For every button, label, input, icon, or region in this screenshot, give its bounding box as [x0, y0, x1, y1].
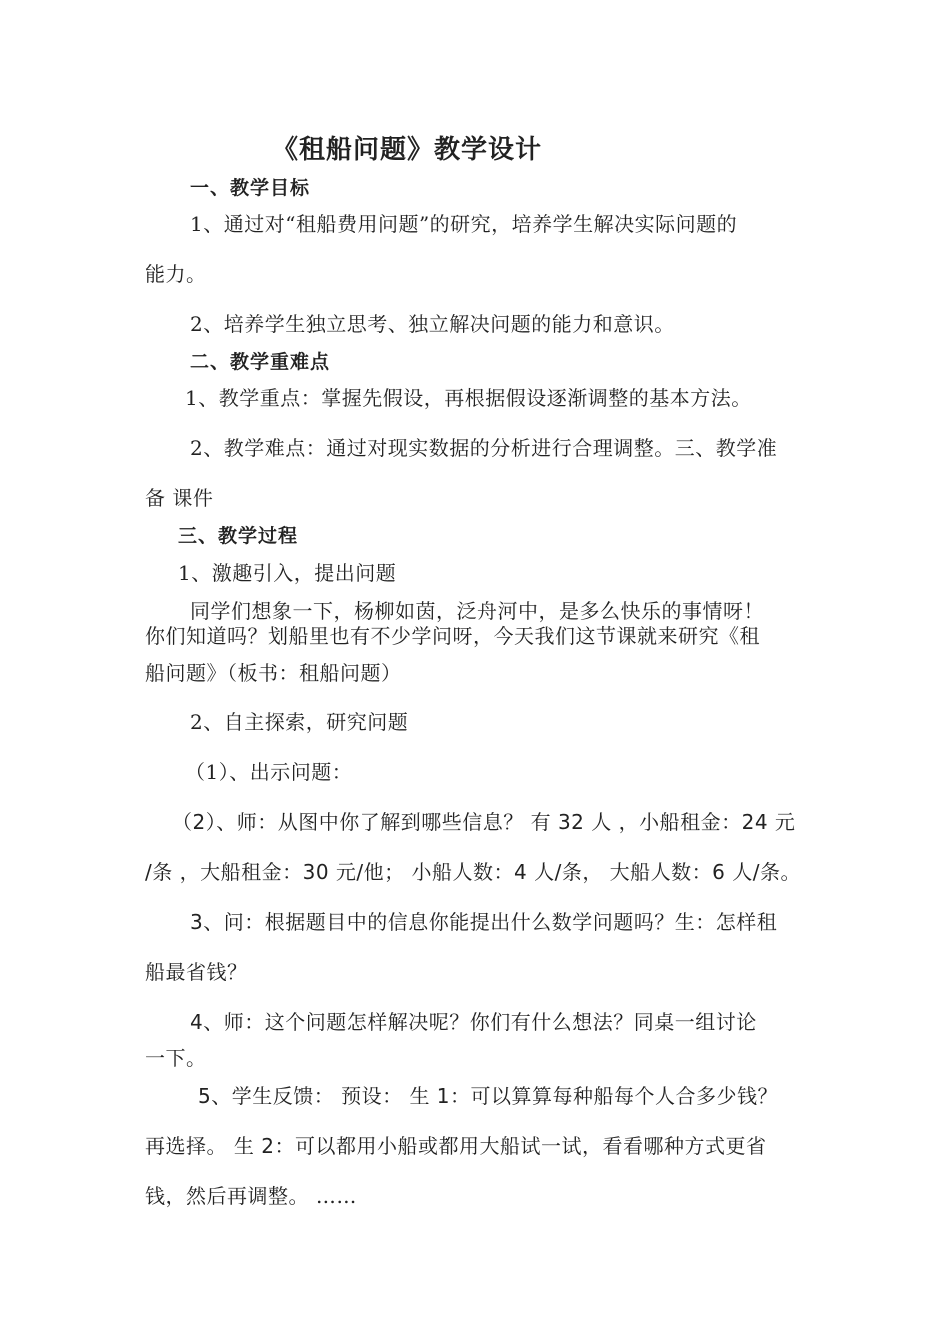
paragraph-line: 4、师：这个问题怎样解决呢？你们有什么想法？同桌一组讨论 [190, 1010, 757, 1034]
paragraph-line: 钱，然后再调整。 …… [145, 1184, 357, 1208]
paragraph-line: （2）、师：从图中你了解到哪些信息？ 有 32 人 ，小船租金：24 元 [172, 810, 796, 834]
paragraph-line: 5、学生反馈： 预设： 生 1：可以算算每种船每个人合多少钱？ [198, 1084, 779, 1108]
section-heading-goals: 一、教学目标 [190, 177, 311, 199]
section-heading-key-points: 二、教学重难点 [190, 351, 331, 373]
paragraph-line: 船问题》（板书：租船问题） [145, 661, 402, 685]
paragraph-line: 1、教学重点：掌握先假设，再根据假设逐渐调整的基本方法。 [185, 386, 752, 410]
paragraph-line: 再选择。 生 2：可以都用小船或都用大船试一试，看看哪种方式更省 [145, 1134, 767, 1158]
paragraph-line: 2、培养学生独立思考、独立解决问题的能力和意识。 [190, 312, 675, 336]
paragraph-line: 1、通过对“租船费用问题”的研究，培养学生解决实际问题的 [190, 212, 738, 236]
paragraph-line: 同学们想象一下，杨柳如茵，泛舟河中，是多么快乐的事情呀！ [190, 599, 764, 623]
paragraph-line: 1、激趣引入，提出问题 [178, 561, 397, 585]
paragraph-line: 你们知道吗？划船里也有不少学问呀，今天我们这节课就来研究《租 [145, 624, 760, 648]
paragraph-line: 3、问：根据题目中的信息你能提出什么数学问题吗？生：怎样租 [190, 910, 778, 934]
paragraph-line: 能力。 [145, 262, 207, 286]
paragraph-line: /条 ，大船租金：30 元/他； 小船人数：4 人/条， 大船人数：6 人/条。 [145, 860, 801, 884]
paragraph-line: 一下。 [145, 1046, 207, 1070]
paragraph-line: 2、教学难点：通过对现实数据的分析进行合理调整。三、教学准 [190, 436, 778, 460]
section-heading-process: 三、教学过程 [178, 525, 299, 547]
paragraph-line: 备 课件 [145, 486, 214, 510]
paragraph-line: 船最省钱？ [145, 960, 248, 984]
paragraph-line: 2、自主探索，研究问题 [190, 710, 409, 734]
paragraph-line: （1）、出示问题： [185, 760, 353, 784]
document-title: 《租船问题》教学设计 [272, 135, 543, 165]
